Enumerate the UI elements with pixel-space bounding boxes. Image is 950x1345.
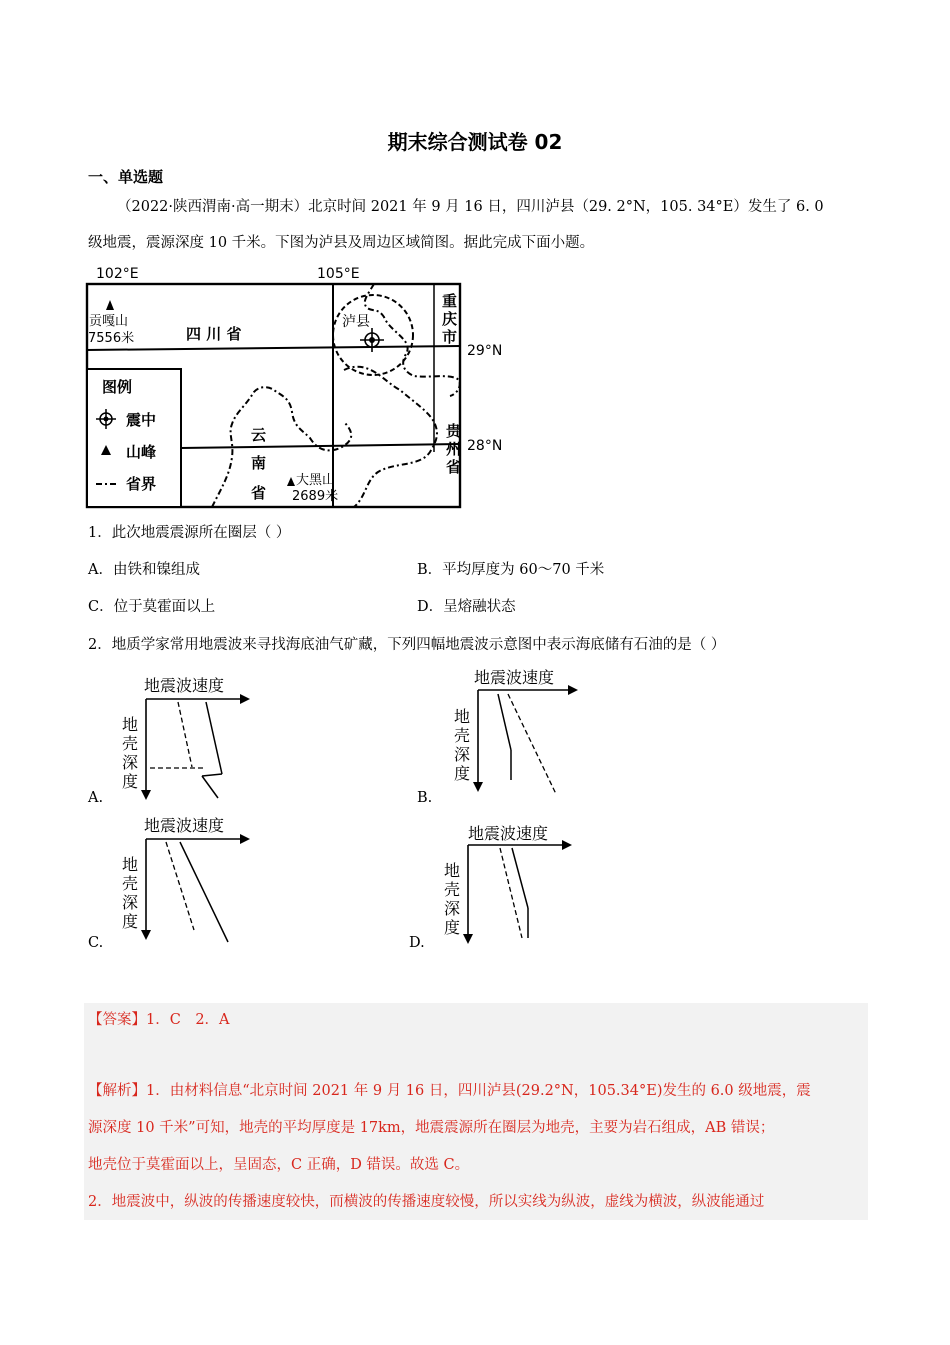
axis-y-char-2: 壳 [444, 880, 461, 899]
explanation-line-4: 2．地震波中，纵波的传播速度较快，而横波的传播速度较慢，所以实线为纵波，虚线为横波，纵波能通过 [88, 1194, 765, 1210]
peak-icon-gongga [106, 300, 114, 310]
question-intro [88, 189, 868, 261]
axis-x-label: 地震波速度 [474, 668, 555, 687]
legend-title: 图例 [102, 378, 133, 396]
axis-y-char-1: 地 [454, 707, 471, 726]
q1-option-a[interactable]: A．由铁和镍组成 [88, 562, 200, 578]
axis-y-char-3: 深 [122, 753, 139, 772]
explanation-tag: 【解析】 [88, 1083, 146, 1099]
axis-y-char-2: 壳 [122, 874, 139, 893]
q2-option-c[interactable]: C. [88, 935, 104, 951]
label-yunnan-2: 南 [251, 454, 267, 472]
legend-border: 省界 [126, 475, 157, 493]
lat-label-28: 28°N [467, 438, 503, 454]
axis-y-char-1: 地 [444, 861, 461, 880]
q2-option-b[interactable]: B. [417, 790, 433, 806]
label-daheishan-height: 2689米 [292, 489, 339, 504]
wave-diagram-a [118, 672, 258, 807]
intro-line-2: 级地震，震源深度 10 千米。下图为泸县及周边区域简图。据此完成下面小题。 [88, 235, 595, 251]
q1-option-c[interactable]: C．位于莫霍面以上 [88, 599, 216, 615]
answer-text: 1．C 2．A [146, 1012, 230, 1028]
explanation-text-1: 1．由材料信息“北京时间 2021 年 9 月 16 日，四川泸县(29.2°N，105.34°E)发生的 6.0 级地震，震 [146, 1083, 811, 1099]
axis-y-char-4: 度 [122, 912, 139, 931]
label-daheishan: 大黑山 [296, 473, 336, 488]
label-yunnan-1: 云 [251, 426, 267, 444]
border-guizhou [344, 367, 437, 507]
epicenter-icon [360, 328, 384, 352]
q2-option-a[interactable]: A. [88, 790, 104, 806]
lon-label-102: 102°E [96, 266, 139, 282]
axis-y-char-1: 地 [122, 855, 139, 874]
axis-y-char-4: 度 [454, 764, 471, 783]
wave-diagram-b [450, 664, 590, 799]
label-chongqing-2: 庆 [442, 310, 458, 328]
axis-y-char-3: 深 [122, 893, 139, 912]
wave-diagram-c [118, 812, 258, 947]
label-guizhou-2: 州 [446, 440, 462, 458]
explanation-line-3: 地壳位于莫霍面以上，呈固态，C 正确，D 错误。故选 C。 [88, 1157, 470, 1173]
explanation [88, 1073, 868, 1221]
legend-peak: 山峰 [126, 443, 157, 461]
q1-option-d[interactable]: D．呈熔融状态 [417, 599, 516, 615]
label-guizhou-3: 省 [446, 458, 462, 476]
page-title: 期末综合测试卷 02 [387, 130, 563, 154]
label-guizhou-1: 贵 [446, 422, 462, 440]
label-gongga-height: 7556米 [88, 331, 135, 346]
peak-icon-daheishan [287, 477, 295, 486]
answer-line [88, 1008, 230, 1029]
legend-epicenter: 震中 [126, 411, 157, 429]
axis-y-char-3: 深 [454, 745, 471, 764]
q2-option-d[interactable]: D. [409, 935, 425, 951]
axis-y-char-4: 度 [444, 918, 461, 937]
axis-x-label: 地震波速度 [468, 824, 549, 843]
section-heading: 一、单选题 [88, 168, 164, 186]
label-yunnan-3: 省 [251, 484, 267, 502]
lat-line-29 [87, 346, 460, 350]
label-chongqing-1: 重 [442, 292, 458, 310]
axis-y-char-4: 度 [122, 772, 139, 791]
label-gongga: 贡嘎山 [89, 314, 129, 329]
lon-label-105: 105°E [317, 266, 360, 282]
axis-y-char-3: 深 [444, 899, 461, 918]
wave-diagram-d [440, 820, 585, 950]
lat-label-29: 29°N [467, 343, 503, 359]
intro-line-1: （2022·陕西渭南·高一期末）北京时间 2021 年 9 月 16 日，四川泸县（29. 2°N，105. 34°E）发生了 6. 0 [117, 199, 824, 215]
axis-y-char-2: 壳 [454, 726, 471, 745]
label-luxian: 泸县 [342, 314, 370, 330]
label-sichuan: 四 川 省 [186, 325, 242, 343]
label-chongqing-3: 市 [442, 328, 458, 346]
region-map [84, 262, 524, 512]
question-1-stem: 1．此次地震震源所在圈层（ ） [88, 525, 291, 541]
question-2-stem: 2．地质学家常用地震波来寻找海底油气矿藏，下列四幅地震波示意图中表示海底储有石油的是（ ） [88, 637, 726, 653]
axis-y-char-1: 地 [122, 715, 139, 734]
axis-x-label: 地震波速度 [144, 676, 225, 695]
explanation-line-2: 源深度 10 千米”可知，地壳的平均厚度是 17km，地震震源所在圈层为地壳，主要为岩石组成，AB 错误； [88, 1120, 775, 1136]
answer-tag: 【答案】 [88, 1012, 146, 1028]
q1-option-b[interactable]: B．平均厚度为 60～70 千米 [417, 562, 605, 578]
axis-y-char-2: 壳 [122, 734, 139, 753]
axis-x-label: 地震波速度 [144, 816, 225, 835]
explanation-line-1 [88, 1073, 868, 1110]
